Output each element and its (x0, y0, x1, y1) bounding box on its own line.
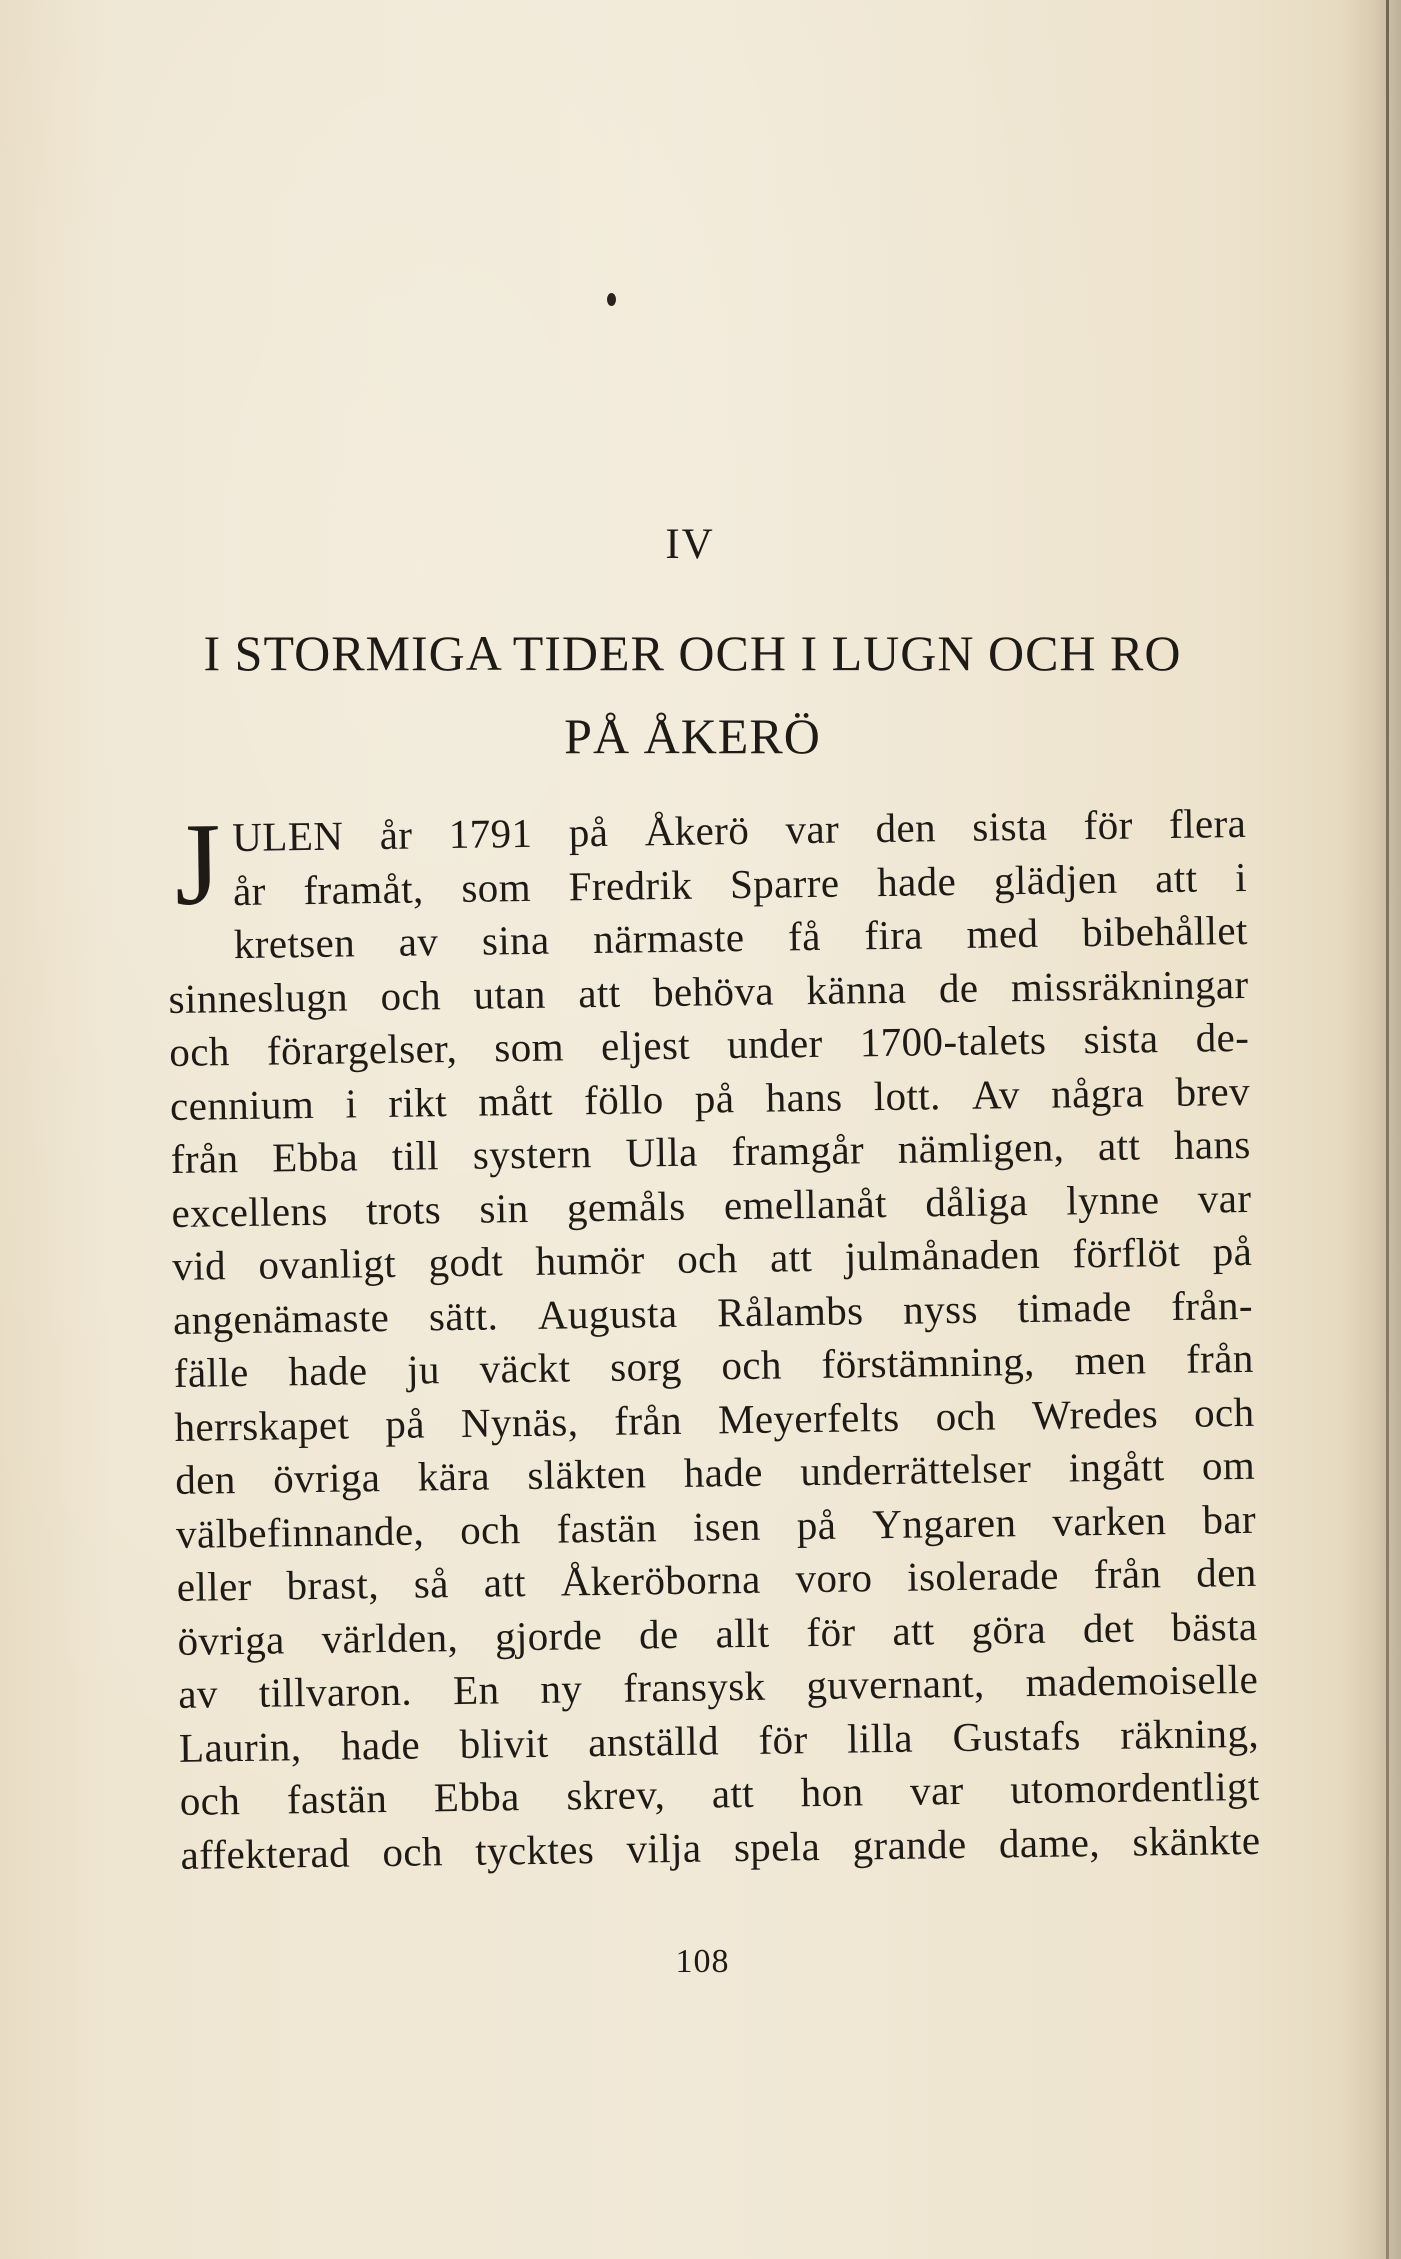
word: systern (472, 1130, 593, 1178)
word: sorg (609, 1342, 682, 1390)
page-edge-line (1386, 0, 1389, 2259)
word: nyss (902, 1285, 979, 1333)
word: ULEN (232, 812, 344, 861)
word: fastän (556, 1503, 658, 1552)
word: den (1195, 1548, 1257, 1596)
word: känna (806, 965, 907, 1013)
word: från (614, 1396, 683, 1444)
word: räkning, (1119, 1709, 1260, 1758)
word: och (179, 1777, 241, 1824)
word: anställd (587, 1716, 720, 1765)
word: för (806, 1607, 856, 1655)
word: Rålambs (716, 1286, 864, 1335)
word: på (568, 808, 609, 856)
word: dåliga (924, 1177, 1029, 1225)
word: väckt (479, 1344, 571, 1392)
word: sista (1083, 1015, 1159, 1063)
word: några (1050, 1068, 1145, 1117)
word: på (694, 1074, 735, 1122)
word: angenämaste (172, 1293, 390, 1343)
word: det (1082, 1604, 1135, 1651)
word: Gustafs (952, 1711, 1081, 1760)
word: fastän (286, 1775, 388, 1823)
word: Ebba (433, 1773, 521, 1821)
word: brev (1175, 1067, 1251, 1115)
word: år (379, 811, 413, 859)
word: 1791 (448, 809, 533, 858)
page-number: 108 (675, 1943, 730, 1980)
word: bästa (1170, 1602, 1258, 1650)
word: ju (406, 1346, 441, 1393)
word: att (769, 1234, 813, 1281)
word: nämligen, (897, 1123, 1065, 1172)
word: de (638, 1610, 679, 1657)
word: från (1093, 1550, 1162, 1598)
word: sinneslugn (168, 972, 349, 1022)
word: sätt. (428, 1291, 499, 1339)
word: den (875, 804, 937, 852)
word: Åkerö (644, 806, 750, 855)
word: föllo (583, 1075, 664, 1123)
word: sista (972, 802, 1048, 850)
word: och (380, 971, 442, 1019)
word: behöva (652, 967, 775, 1015)
word: var (909, 1766, 964, 1814)
word: lilla (846, 1714, 914, 1762)
word: dame, (998, 1818, 1101, 1866)
word: till (391, 1132, 440, 1179)
word: utomordentligt (1010, 1762, 1260, 1813)
word: och (676, 1235, 738, 1282)
word: missräkningar (1010, 960, 1249, 1010)
word: på (1212, 1227, 1253, 1275)
word: sina (481, 916, 550, 964)
chapter-title-line-2: PÅ ÅKERÖ (564, 708, 821, 764)
word: framåt, (303, 864, 424, 913)
word: med (966, 909, 1039, 957)
word: lott. (873, 1071, 941, 1119)
word: hans (765, 1073, 843, 1121)
word: förflöt (1072, 1228, 1181, 1277)
word: de (938, 964, 979, 1011)
drop-cap: J (173, 798, 222, 930)
word: skänkte (1132, 1816, 1261, 1865)
word: på (385, 1399, 426, 1447)
word: mademoiselle (1025, 1655, 1259, 1706)
word: tillvaron. (258, 1667, 413, 1716)
word: isen (692, 1502, 762, 1550)
word: fälle (173, 1348, 249, 1396)
word: trots (365, 1185, 442, 1233)
word: Sparre (729, 859, 840, 907)
word: brast, (286, 1561, 380, 1609)
word: fira (864, 911, 924, 959)
word: voro (795, 1554, 873, 1602)
word: 1700-talets (859, 1016, 1047, 1066)
word: Fredrik (568, 861, 693, 909)
word: bibehållet (1081, 906, 1249, 956)
word: ovanligt (258, 1239, 397, 1288)
word: kretsen (233, 919, 356, 968)
word: vilja (626, 1824, 702, 1872)
word: timade (1017, 1283, 1132, 1331)
word: av (177, 1670, 219, 1717)
word: närmaste (592, 913, 745, 963)
word: förstämning, (821, 1337, 1036, 1387)
word: bar (1202, 1495, 1257, 1543)
word: allt (715, 1609, 770, 1656)
word: Av (971, 1070, 1021, 1118)
word: Meyerfelts (717, 1393, 900, 1442)
word: eller (176, 1562, 252, 1610)
chapter-number: IV (665, 521, 715, 568)
word: de- (1195, 1013, 1250, 1061)
word: hade (340, 1721, 421, 1769)
word: och (169, 1028, 231, 1075)
word: den (175, 1456, 237, 1503)
word: att (711, 1769, 755, 1817)
word: Ebba (271, 1133, 359, 1181)
word: guvernant, (806, 1659, 985, 1709)
word: flera (1168, 799, 1247, 847)
word: på (796, 1501, 837, 1548)
word: lynne (1065, 1175, 1160, 1223)
word: som (461, 863, 532, 911)
word: hon (800, 1768, 864, 1816)
word: och (721, 1341, 783, 1389)
word: Wredes (1031, 1389, 1159, 1438)
word: från (170, 1135, 239, 1182)
word: hade (876, 857, 957, 905)
word: Augusta (537, 1289, 678, 1338)
word: välbefinnande, (175, 1506, 425, 1557)
word: och (459, 1505, 521, 1553)
word: blivit (459, 1719, 549, 1767)
word: och (1193, 1388, 1255, 1436)
word: utan (473, 970, 547, 1018)
word: Åkeröborna (560, 1555, 761, 1605)
word: rikt (388, 1078, 448, 1126)
word: tycktes (474, 1825, 595, 1874)
word: från- (1170, 1281, 1254, 1329)
word: om (1201, 1441, 1256, 1489)
word: framgår (731, 1126, 865, 1175)
word: fransysk (622, 1662, 766, 1711)
word: sin (479, 1184, 529, 1232)
word: var (785, 805, 840, 853)
word: isolerade (906, 1551, 1060, 1600)
word: få (787, 912, 822, 960)
word: från (1185, 1334, 1254, 1382)
word: år (232, 867, 267, 914)
word: herrskapet (174, 1401, 350, 1450)
word: Laurin, (178, 1722, 302, 1771)
word: grande (852, 1820, 967, 1869)
body-text (166, 797, 1261, 1882)
word: excellens (171, 1187, 329, 1236)
word: var (1197, 1174, 1252, 1222)
word: gemåls (566, 1182, 686, 1230)
word: kära (417, 1452, 491, 1500)
word: göra (971, 1605, 1047, 1653)
word: förargelser, (266, 1024, 458, 1074)
word: och (382, 1827, 444, 1875)
word: Yngaren (872, 1498, 1017, 1547)
word: så (413, 1560, 450, 1607)
word: att (577, 969, 621, 1016)
word: godt (428, 1238, 504, 1286)
word: i (1234, 853, 1248, 900)
word: Ulla (625, 1128, 699, 1176)
word: världen, (321, 1613, 459, 1662)
word: att (1154, 854, 1198, 901)
word: att (1097, 1122, 1141, 1170)
word: för (758, 1715, 808, 1763)
word: övriga (177, 1615, 286, 1664)
word: underrättelser (799, 1444, 1032, 1495)
word: hade (288, 1347, 368, 1395)
word: övriga (272, 1454, 381, 1502)
word: att (892, 1606, 935, 1654)
word: glädjen (993, 855, 1118, 903)
word: cennium (169, 1080, 315, 1129)
word: ingått (1068, 1443, 1165, 1491)
word: humör (535, 1236, 645, 1284)
word: hade (683, 1448, 764, 1496)
word: av (398, 918, 439, 965)
word: att (483, 1559, 527, 1606)
word: hans (1173, 1120, 1252, 1168)
word: gjorde (494, 1611, 603, 1659)
word: eljest (600, 1021, 691, 1069)
word: under (726, 1019, 823, 1068)
word: för (1083, 801, 1134, 849)
ink-blot (607, 293, 616, 306)
word: skrev, (566, 1771, 666, 1819)
word: spela (733, 1822, 821, 1870)
word: affekterad (180, 1829, 351, 1878)
word: julmånaden (844, 1230, 1041, 1280)
word: som (494, 1023, 565, 1071)
page-edge-shadow (1339, 0, 1401, 2259)
word: emellanåt (723, 1179, 888, 1228)
word: i (345, 1079, 358, 1127)
word: Nynäs, (460, 1397, 579, 1446)
word: men (1074, 1336, 1147, 1384)
word: vid (172, 1242, 227, 1289)
word: ny (540, 1665, 583, 1712)
word: varken (1052, 1496, 1167, 1545)
word: släkten (527, 1450, 647, 1499)
chapter-title-line-1: I STORMIGA TIDER OCH I LUGN OCH RO (203, 625, 1182, 681)
word: mått (478, 1077, 554, 1125)
word: En (452, 1666, 500, 1714)
word: och (935, 1391, 997, 1439)
